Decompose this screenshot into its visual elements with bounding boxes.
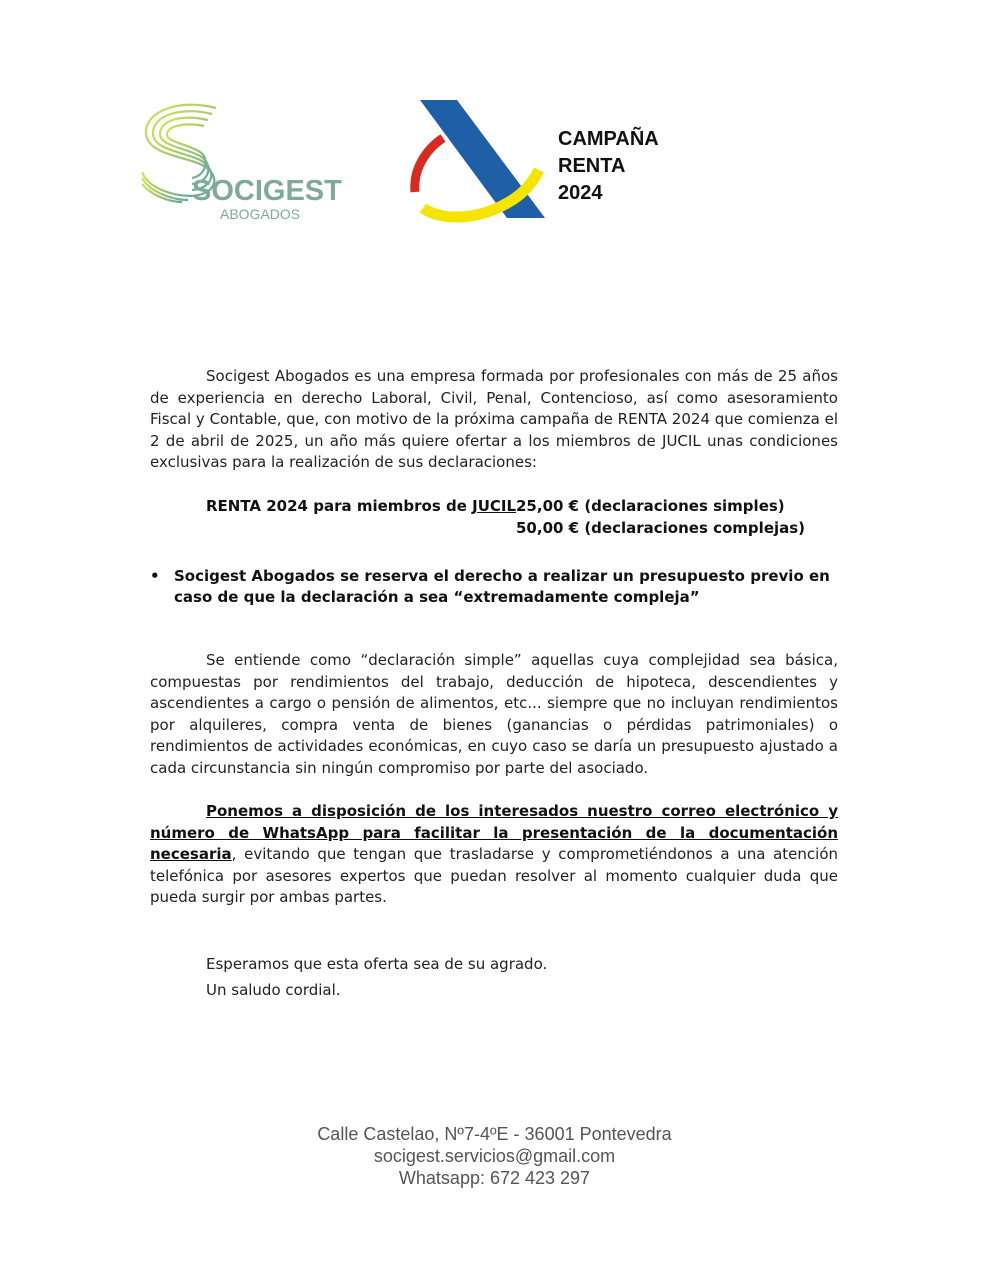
offer-price-simple: 25,00 € (declaraciones simples) bbox=[516, 497, 785, 515]
footer-email[interactable]: socigest.servicios@gmail.com bbox=[373, 1146, 616, 1166]
closing-line-1: Esperamos que esta oferta sea de su agrado. bbox=[206, 955, 548, 973]
socigest-logo-subtitle: ABOGADOS bbox=[220, 206, 301, 222]
aeat-logo bbox=[405, 98, 550, 223]
definition-paragraph bbox=[150, 650, 838, 779]
offer-label bbox=[206, 497, 516, 515]
contact-rest: , evitando que tengan que trasladarse y comprometiéndonos a una atención telefónica por asesores expertos que puedan resolver al momento cualquier duda que pueda surgir por ambas partes. bbox=[150, 845, 838, 906]
campaign-line-2: RENTA bbox=[558, 155, 626, 177]
campaign-line-1: CAMPAÑA bbox=[558, 128, 659, 150]
intro-paragraph bbox=[150, 366, 838, 474]
contact-emphasis: Ponemos a disposición de los interesados nuestro correo electrónico y número de WhatsApp para facilitar la presentación de la documentación necesaria bbox=[150, 802, 838, 863]
footer-whatsapp[interactable]: Whatsapp: 672 423 297 bbox=[398, 1168, 591, 1188]
bullet-text: Socigest Abogados se reserva el derecho a realizar un presupuesto previo en caso de que la declaración a sea “extremadamente compleja” bbox=[174, 567, 830, 606]
offer-label-prefix: RENTA 2024 para miembros de bbox=[206, 497, 473, 515]
socigest-logo-name: SOCIGEST bbox=[192, 175, 342, 207]
socigest-logo bbox=[138, 98, 348, 228]
contact-paragraph bbox=[150, 801, 838, 909]
offer-label-org: JUCIL bbox=[472, 497, 517, 515]
intro-text: Socigest Abogados es una empresa formada por profesionales con más de 25 años de experiencia en derecho Laboral, Civil, Penal, Contencioso, así como asesoramiento Fiscal y Contable, que, con motivo de la próxima campaña de RENTA 2024 que comienza el 2 de abril de 2025, un año más quiere ofertar a los miembros de JUCIL unas condiciones exclusivas para la realización de sus declaraciones: bbox=[150, 367, 838, 471]
definition-text: Se entiende como “declaración simple” aquellas cuya complejidad sea básica, compuestas por rendimientos del trabajo, deducción de hipoteca, descendientes y ascendientes a cargo o pensión de alimentos, etc... siempre que no incluyan rendimientos por alquileres, compra venta de bienes (ganancias o pérdidas patrimoniales) o rendimientos de actividades económicas, en cuyo caso se daría un presupuesto ajustado a cada circunstancia sin ningún compromiso por parte del asociado. bbox=[150, 651, 838, 777]
footer-address: Calle Castelao, Nº7-4ºE - 36001 Pontevedra bbox=[317, 1124, 672, 1144]
bullet-dot: • bbox=[150, 567, 160, 585]
campaign-line-3: 2024 bbox=[558, 182, 603, 204]
closing-line-2: Un saludo cordial. bbox=[206, 981, 341, 999]
offer-price-complex: 50,00 € (declaraciones complejas) bbox=[516, 519, 806, 537]
campaign-title bbox=[558, 126, 659, 207]
